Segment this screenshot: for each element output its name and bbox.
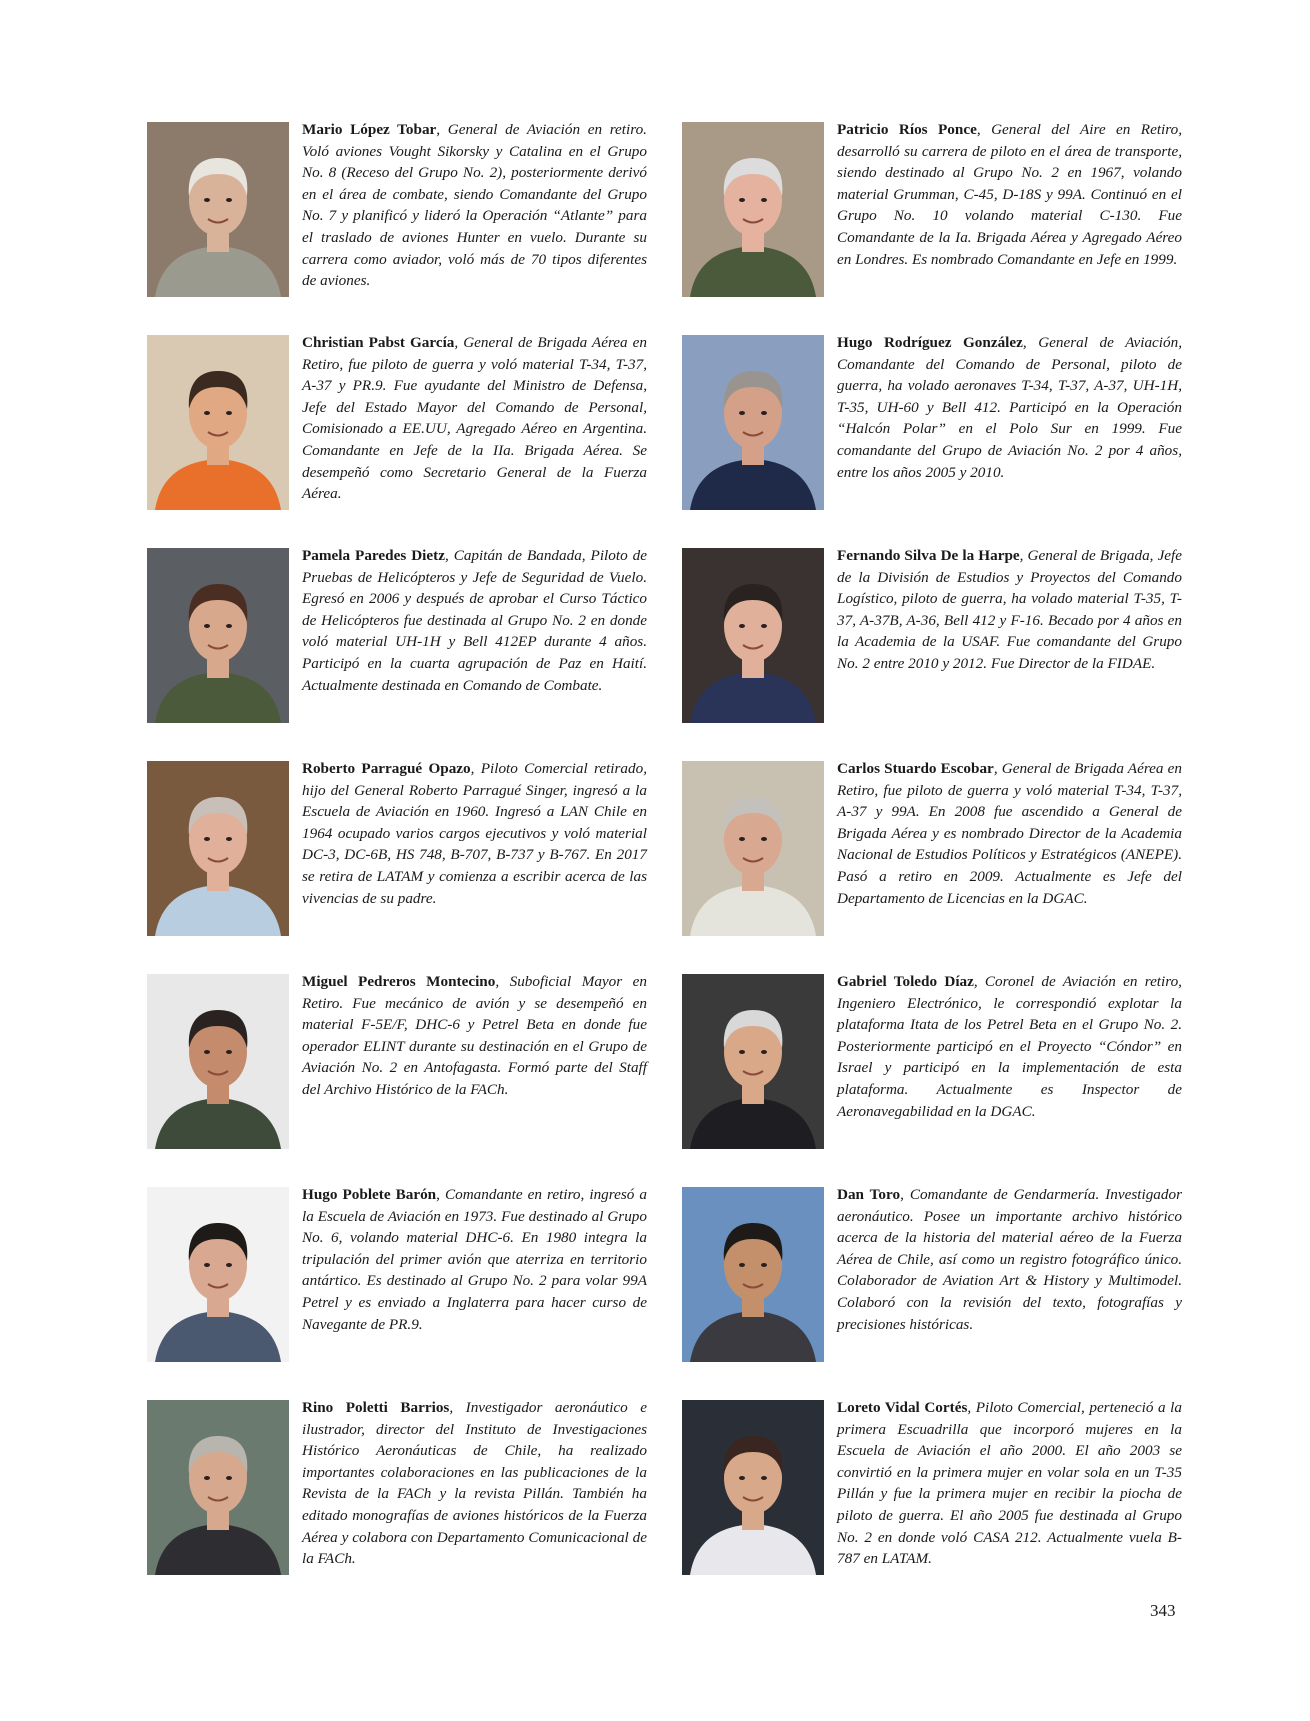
person-name: Mario López Tobar [302,121,437,138]
person-name: Patricio Ríos Ponce [837,121,977,138]
person-name: Carlos Stuardo Escobar [837,760,994,777]
bio-text [302,1397,647,1570]
portrait-photo [147,335,289,510]
bio-text [302,971,647,1101]
bio-entry [682,548,1182,723]
bio-description: , Suboficial Mayor en Retiro. Fue mecánico de avión y se desempeñó en material F-5E/F, DHC-6 y Petrel Beta en donde fue operador ELINT durante su destinación en el Grupo de Aviación No. 2 en Antofagasta. Formó parte del Staff del Archivo Histórico de la FACh. [302,973,647,1098]
bio-text [837,545,1182,675]
portrait-photo [147,1400,289,1575]
bio-entry [147,1400,647,1575]
bio-description: , Investigador aeronáutico e ilustrador, director del Instituto de Investigaciones Histórico Aeronáuticas de Chile, ha realizado importantes colaboraciones en las publicaciones de la Revista de la FACh y la revista Pillán. También ha editado monografías de aviones históricos de la Fuerza Aérea y colabora con Departamento Comunicacional de la FACh. [302,1399,647,1568]
portrait-photo [682,122,824,297]
bio-entry [682,761,1182,936]
bio-entry [147,761,647,936]
portrait-photo [682,548,824,723]
bio-text [837,1397,1182,1570]
bio-text [302,545,647,696]
bio-text [837,332,1182,483]
bio-entry [682,1400,1182,1575]
person-name: Rino Poletti Barrios [302,1399,450,1416]
bio-description: , Comandante en retiro, ingresó a la Escuela de Aviación en 1973. Fue destinado al Grupo No. 6, volando material DHC-6. En 1980 integra la tripulación del primer avión que aterriza en territorio antártico. Es destinado al Grupo No. 2 para volar 99A Petrel y es enviado a Inglaterra para hacer curso de Navegante de PR.9. [302,1186,648,1333]
person-name: Hugo Poblete Barón [302,1186,437,1203]
bio-text [837,758,1182,909]
bio-description: , General de Aviación en retiro. Voló aviones Vought Sikorsky y Catalina en el Grupo No. 8 (Receso del Grupo No. 2), posteriormente derivó en el área de combate, siendo Comandante del Grupo No. 7 y planificó y lideró la Operación “Atlante” para el traslado de aviones Hunter en vuelo. Durante su carrera como aviador, voló más de 70 tipos diferentes de aviones. [302,121,647,290]
person-name: Christian Pabst García [302,334,455,351]
left-column [147,122,647,1613]
bio-text [302,758,647,909]
bio-description: , Piloto Comercial retirado, hijo del General Roberto Parragué Singer, ingresó a la Escuela de Aviación en 1960. Ingresó a LAN Chile en 1964 ocupado varios cargos ejecutivos y voló material DC-3, DC-6B, HS 748, B-707, B-737 y B-767. En 2017 se retira de LATAM y comienza a escribir acerca de las vivencias de su padre. [302,760,647,907]
person-name: Pamela Paredes Dietz [302,547,445,564]
portrait-photo [682,1187,824,1362]
bio-entry [682,122,1182,297]
person-name: Dan Toro [837,1186,901,1203]
bio-entry [147,1187,647,1362]
bio-entry [147,974,647,1149]
portrait-photo [147,548,289,723]
bio-description: , General de Brigada, Jefe de la División de Estudios y Proyectos del Comando Logístico, piloto de guerra, ha volado material T-35, T-37, A-37B, A-36, Bell 412 y F-16. Becado por 4 años en la Academia de la USAF. Fue comandante del Grupo No. 2 entre 2010 y 2012. Fue Director de la FIDAE. [837,547,1183,672]
person-name: Loreto Vidal Cortés [837,1399,968,1416]
portrait-photo [682,974,824,1149]
person-name: Miguel Pedreros Montecino [302,973,496,990]
bio-description: , General del Aire en Retiro, desarrolló su carrera de piloto en el área de transporte, siendo destinado al Grupo No. 2 en 1967, volando material Grumman, C-45, D-18S y 99A. Continuó en el Grupo No. 10 volando material C-130. Fue Comandante de la Ia. Brigada Aérea y Agregado Aéreo en Londres. Es nombrado Comandante en Jefe en 1999. [837,121,1182,268]
person-name: Fernando Silva De la Harpe [837,547,1020,564]
portrait-photo [147,761,289,936]
bio-entry [682,335,1182,510]
portrait-photo [682,335,824,510]
bio-text [302,1184,647,1335]
page-number: 343 [1150,1601,1176,1620]
bio-description: , General de Brigada Aérea en Retiro, fue piloto de guerra y voló material T-34, T-37, A-37 y 99A. En 2008 fue ascendido a General de Brigada Aérea y es nombrado Director de la Academia Nacional de Estudios Políticos y Estratégicos (ANEPE). Pasó a retiro en 2009. Actualmente es Jefe del Departamento de Licencias en la DGAC. [837,760,1182,907]
bio-description: , Piloto Comercial, perteneció a la primera Escuadrilla que incorporó mujeres en la Escuela de Aviación el año 2000. El año 2003 se convirtió en la primera mujer en volar sola en un T-35 Pillán y fue la primera mujer en recibir la piocha de piloto de guerra. El año 2005 fue destinada al Grupo No. 2 en donde voló CASA 212. Actualmente vuela B-787 en LATAM. [837,1399,1182,1568]
portrait-photo [682,1400,824,1575]
bio-description: , General de Aviación, Comandante del Comando de Personal, piloto de guerra, ha volado aeronaves T-34, T-37, A-37, UH-1H, T-35, UH-60 y Bell 412. Participó en la Operación “Halcón Polar” en el Polo Sur en 1999. Fue comandante del Grupo de Aviación No. 2 por 4 años, entre los años 2005 y 2010. [837,334,1183,481]
bio-text [837,119,1182,270]
person-name: Hugo Rodríguez González [837,334,1023,351]
portrait-photo [682,761,824,936]
bio-text [302,332,647,505]
bio-description: , General de Brigada Aérea en Retiro, fue piloto de guerra y voló material T-34, T-37, A-37 y PR.9. Fue ayudante del Ministro de Defensa, Jefe del Estado Mayor del Comando de Personal, Comisionado a EE.UU, Agregado Aéreo en Argentina. Comandante en Jefe de la IIa. Brigada Aérea. Se desempeñó como Secretario General de la Fuerza Aérea. [302,334,647,503]
bio-description: , Capitán de Bandada, Piloto de Pruebas de Helicópteros y Jefe de Seguridad de Vuelo. Egresó en 2006 y después de aprobar el Curso Táctico de Helicópteros fue destinada al Grupo No. 2 en donde voló material UH-1H y Bell 412EP durante 4 años. Participó en la cuarta agrupación de Paz en Haití. Actualmente destinada en Comando de Combate. [302,547,647,694]
portrait-photo [147,122,289,297]
person-name: Roberto Parragué Opazo [302,760,471,777]
bio-text [837,1184,1182,1335]
bio-entry [682,1187,1182,1362]
portrait-photo [147,1187,289,1362]
bio-text [837,971,1182,1122]
portrait-photo [147,974,289,1149]
person-name: Gabriel Toledo Díaz [837,973,974,990]
bio-entry [147,548,647,723]
bio-text [302,119,647,292]
bio-description: , Coronel de Aviación en retiro, Ingeniero Electrónico, le correspondió explotar la plataforma Itata de los Petrel Beta en el Grupo No. 2. Posteriormente participó en el Proyecto “Cóndor” en Israel y participó en la implementación de esta plataforma. Actualmente es Inspector de Aeronavegabilidad en la DGAC. [837,973,1182,1120]
bio-entry [682,974,1182,1149]
bio-description: , Comandante de Gendarmería. Investigador aeronáutico. Posee un importante archivo histórico acerca de la historia del material aéreo de la Fuerza Aérea de Chile, así como un registro fotográfico único. Colaborador de Aviation Art & History y Multimodel. Colaboró con la revisión del texto, fotografías y precisiones históricas. [837,1186,1183,1333]
bio-entry [147,122,647,297]
bio-entry [147,335,647,510]
right-column [682,122,1182,1613]
